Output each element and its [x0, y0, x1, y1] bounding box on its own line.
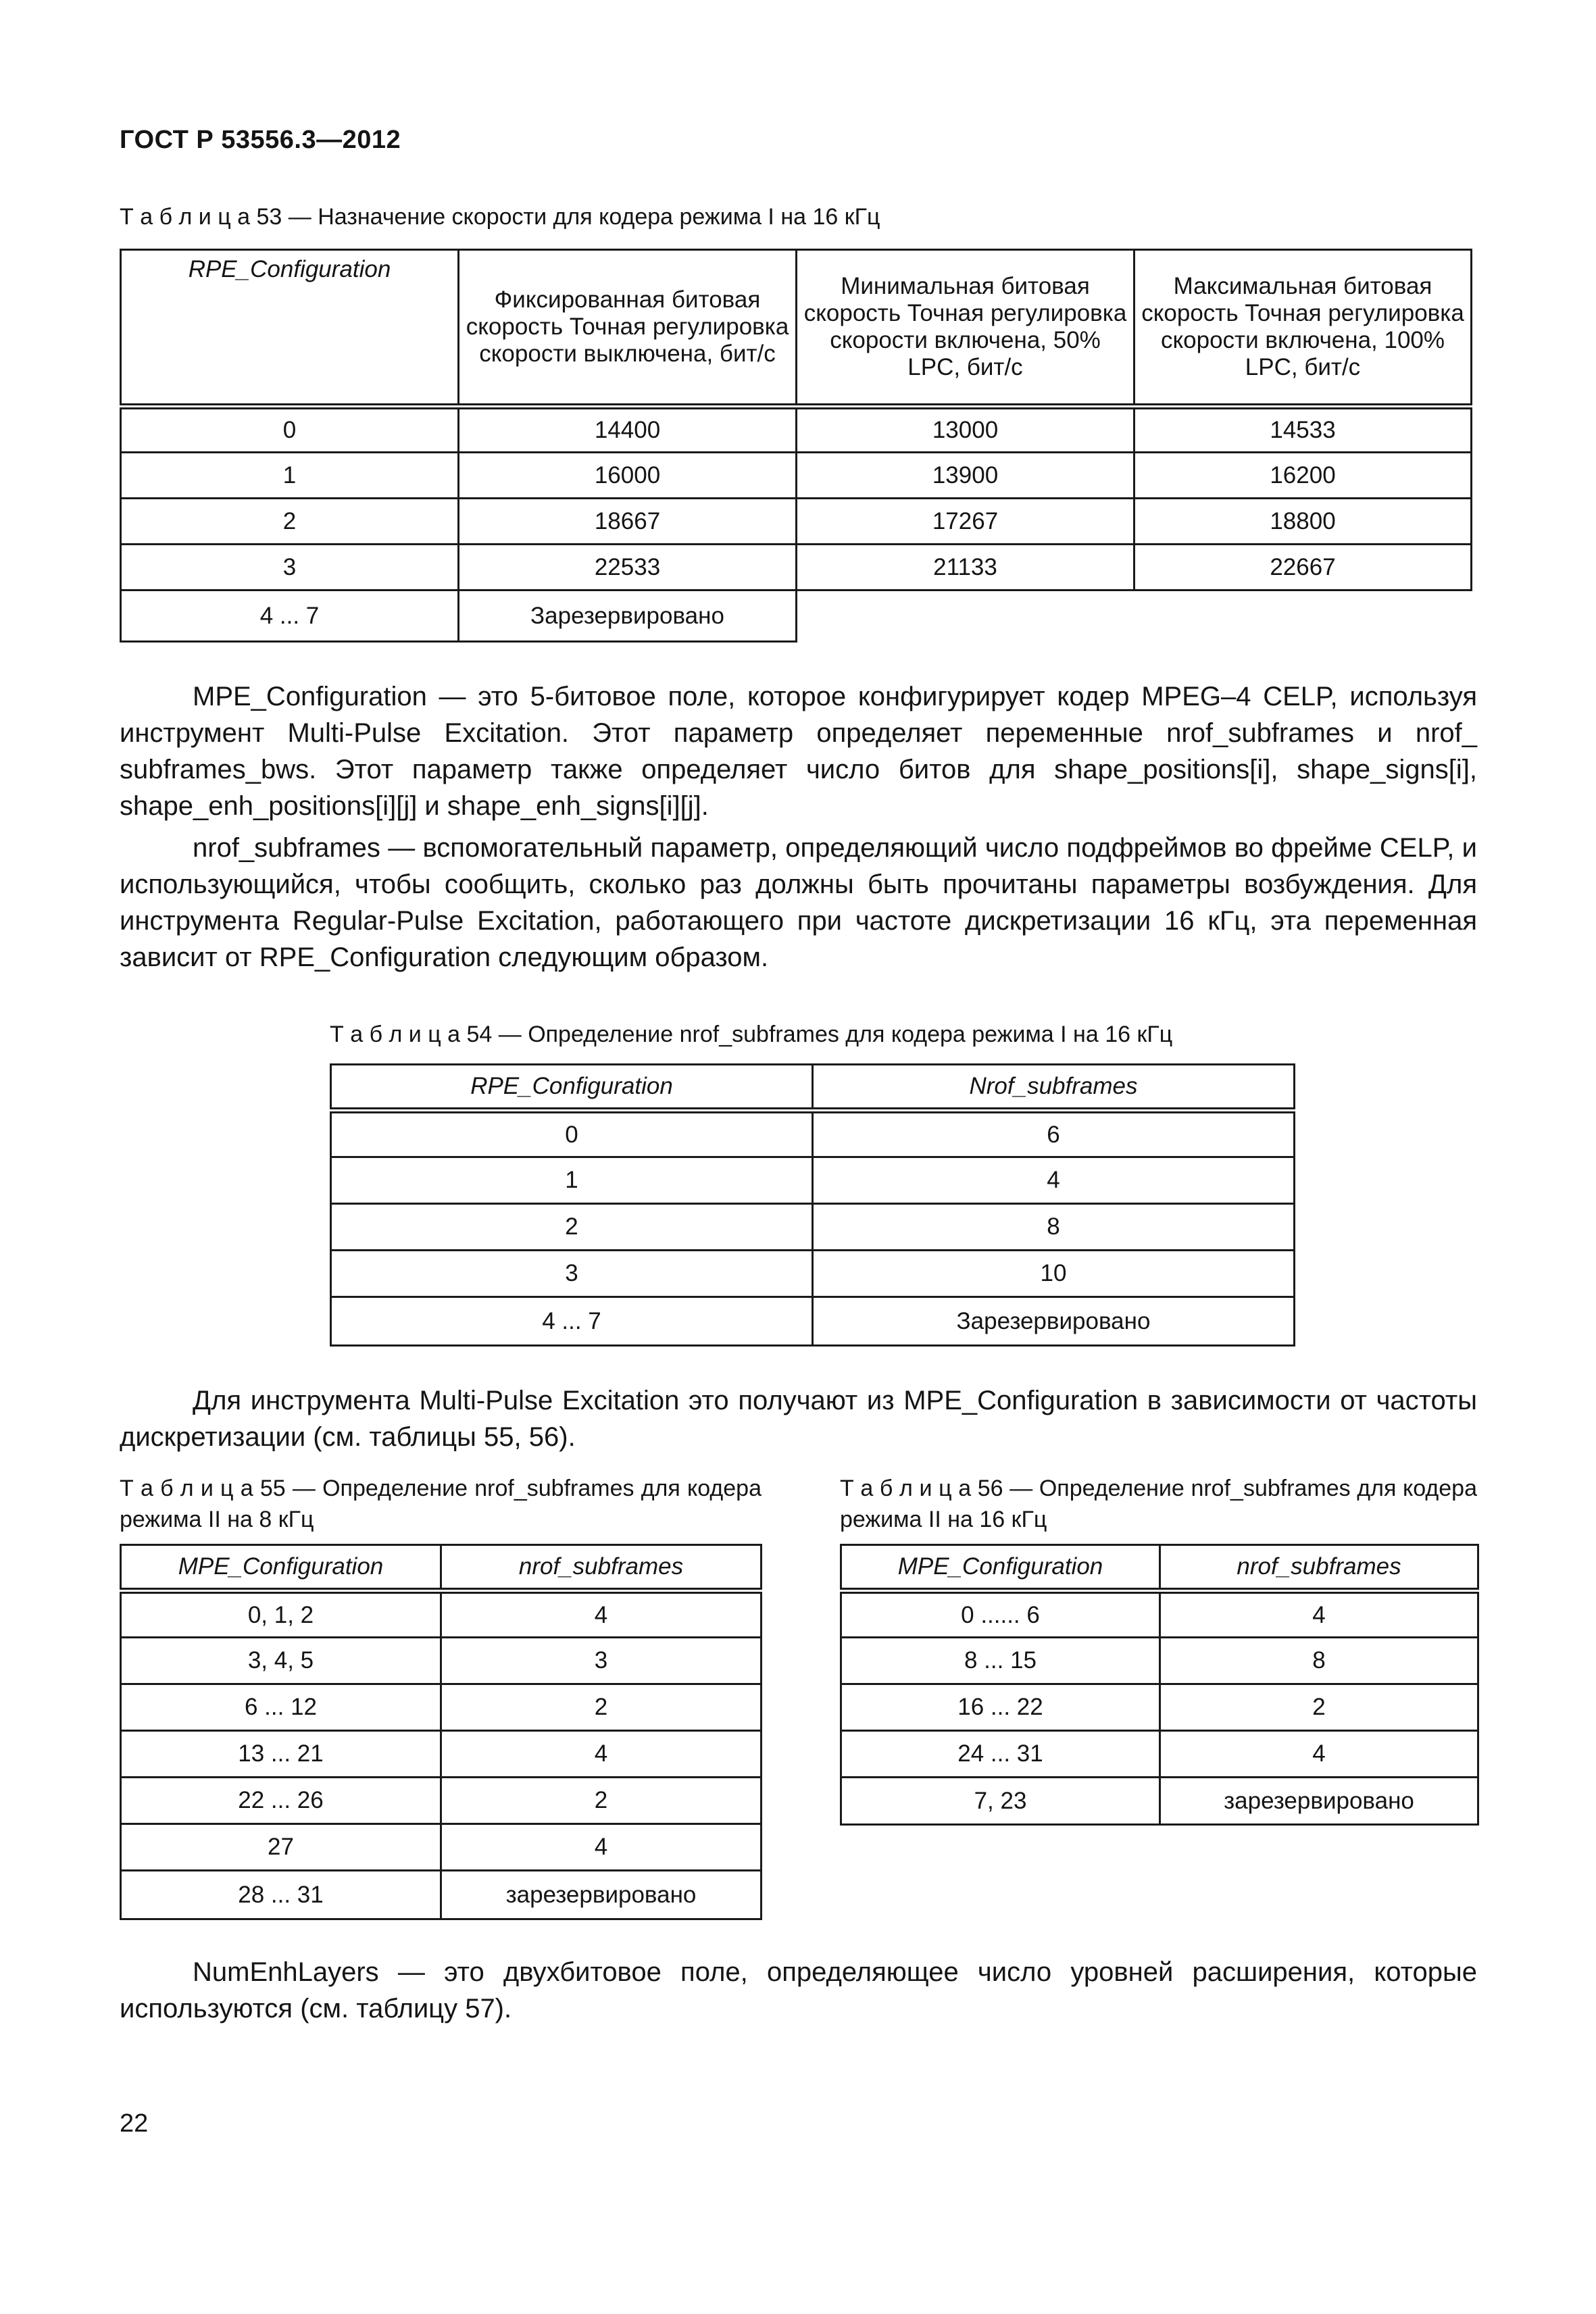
- header-cell: Минимальная битовая скорость Точная регулировка скорости включена, 50% LPC, бит/с: [797, 250, 1134, 407]
- table-cell: 24 ... 31: [841, 1731, 1160, 1778]
- table-cell: 4: [813, 1157, 1295, 1204]
- table-row: [331, 1111, 1295, 1157]
- table-row: [121, 1871, 762, 1919]
- table-cell: 2: [441, 1684, 762, 1731]
- header-cell: MPE_Configuration: [841, 1545, 1160, 1591]
- table-cell: 2: [331, 1204, 813, 1251]
- header-cell: nrof_subframes: [1160, 1545, 1478, 1591]
- page-number: 22: [120, 2109, 149, 2138]
- table-cell: 1: [331, 1157, 813, 1204]
- caption-prefix: Т а б л и ц а: [330, 1022, 461, 1047]
- caption-prefix: Т а б л и ц а: [120, 1476, 253, 1501]
- header-cell: MPE_Configuration: [121, 1545, 441, 1591]
- table-header-row: [121, 250, 1472, 407]
- table-row: [121, 1778, 762, 1824]
- caption-text: 54 — Определение nrof_subframes для кодера режима I на 16 кГц: [460, 1022, 1173, 1047]
- table54-caption: [330, 1019, 1172, 1050]
- table-cell: 3: [441, 1638, 762, 1684]
- table-cell: 4 ... 7: [121, 590, 459, 642]
- header-cell: Максимальная битовая скорость Точная регулировка скорости включена, 100% LPC, бит/с: [1134, 250, 1472, 407]
- table-cell: 16 ... 22: [841, 1684, 1160, 1731]
- table-cell: 4 ... 7: [331, 1297, 813, 1346]
- paragraph-nrof-subframes: nrof_subframes — вспомогательный параметр, определяющий число подфреймов во фрейме CELP, и использующийся, чтобы сообщить, сколько раз должны быть прочитаны параметры возбуждения. Для инструмента Regular-Pulse Excitation, работающего при частоте дискретизации 16 кГц, эта переменная зависит от RPE_Configuration следующим образом.: [120, 833, 1477, 972]
- paragraph-mpe-configuration: MPE_Configuration — это 5-битовое поле, которое конфигурирует кодер MPEG–4 CELP, используя инструмент Multi-Pulse Excitation. Этот параметр определяет переменные nrof_subframes и nrof_ subframes_bws. Этот параметр также определяет число битов для shape_positions[i], shape_signs[i], shape_enh_positions[i][j] и shape_enh_signs[i][j].: [120, 682, 1477, 821]
- table-cell: 13 ... 21: [121, 1731, 441, 1778]
- table-cell: 17267: [797, 499, 1134, 545]
- table-cell: 4: [1160, 1731, 1478, 1778]
- table-cell: зарезервировано: [441, 1871, 762, 1919]
- table-cell: 4: [441, 1731, 762, 1778]
- table-cell: Зарезервировано: [813, 1297, 1295, 1346]
- table-row: [121, 1591, 762, 1638]
- paragraph-num-enh-layers: NumEnhLayers — это двухбитовое поле, определяющее число уровней расширения, которые используются (см. таблицу 57).: [120, 1957, 1477, 2023]
- table-cell: 27: [121, 1824, 441, 1871]
- table53-caption: [120, 201, 880, 232]
- table-cell: 16000: [459, 453, 797, 499]
- empty-cell: [1134, 590, 1472, 642]
- table53: [120, 249, 1472, 643]
- table-cell: 22667: [1134, 545, 1472, 590]
- table-cell: 4: [441, 1591, 762, 1638]
- table-row: [121, 499, 1472, 545]
- header-cell: RPE_Configuration: [331, 1065, 813, 1111]
- table-cell: 3, 4, 5: [121, 1638, 441, 1684]
- table-cell: 8: [813, 1204, 1295, 1251]
- table-cell: 0: [331, 1111, 813, 1157]
- table-header-row: [841, 1545, 1478, 1591]
- table-cell: 10: [813, 1251, 1295, 1297]
- table-row: [121, 1824, 762, 1871]
- table-cell: 2: [121, 499, 459, 545]
- table-cell: 14533: [1134, 407, 1472, 453]
- table-row: [121, 1731, 762, 1778]
- table55: [120, 1544, 762, 1920]
- table56-caption: [840, 1473, 1477, 1535]
- table-cell: 0: [121, 407, 459, 453]
- table-cell: 28 ... 31: [121, 1871, 441, 1919]
- table-row: [331, 1251, 1295, 1297]
- empty-cell: [797, 590, 1134, 642]
- table-cell: 4: [1160, 1591, 1478, 1638]
- table-row: [841, 1684, 1478, 1731]
- header-cell: RPE_Configuration: [121, 250, 459, 407]
- caption-text: 53 — Назначение скорости для кодера режима I на 16 кГц: [250, 204, 880, 230]
- table-row: [841, 1778, 1478, 1825]
- table-cell: 8 ... 15: [841, 1638, 1160, 1684]
- table56: [840, 1544, 1479, 1826]
- table-cell: 4: [441, 1824, 762, 1871]
- table-cell: 0, 1, 2: [121, 1591, 441, 1638]
- table-row: [331, 1204, 1295, 1251]
- table-cell: 22 ... 26: [121, 1778, 441, 1824]
- table-row: [121, 590, 1472, 642]
- table-row: [841, 1638, 1478, 1684]
- header-cell: Фиксированная битовая скорость Точная регулировка скорости выключена, бит/с: [459, 250, 797, 407]
- table-cell: зарезервировано: [1160, 1778, 1478, 1825]
- caption-prefix: Т а б л и ц а: [120, 204, 251, 230]
- table-cell: 7, 23: [841, 1778, 1160, 1825]
- table-cell: 6 ... 12: [121, 1684, 441, 1731]
- table-cell: 21133: [797, 545, 1134, 590]
- table-header-row: [331, 1065, 1295, 1111]
- table-row: [121, 453, 1472, 499]
- paragraph-multi-pulse: Для инструмента Multi-Pulse Excitation это получают из MPE_Configuration в зависимости от частоты дискретизации (см. таблицы 55, 56).: [120, 1386, 1477, 1452]
- table-cell: 18667: [459, 499, 797, 545]
- table-cell: 8: [1160, 1638, 1478, 1684]
- table-row: [121, 1684, 762, 1731]
- table-row: [331, 1297, 1295, 1346]
- caption-text: 55 — Определение nrof_subframes для кодера режима II на 8 кГц: [120, 1476, 762, 1532]
- table-cell: 3: [331, 1251, 813, 1297]
- table54: [330, 1063, 1295, 1347]
- table-row: [841, 1731, 1478, 1778]
- table-cell: 3: [121, 545, 459, 590]
- table-cell: 18800: [1134, 499, 1472, 545]
- header-cell: nrof_subframes: [441, 1545, 762, 1591]
- table-cell: 22533: [459, 545, 797, 590]
- table-cell: 2: [1160, 1684, 1478, 1731]
- table-cell: 2: [441, 1778, 762, 1824]
- table-row: [121, 407, 1472, 453]
- table-cell: 14400: [459, 407, 797, 453]
- table55-caption: [120, 1473, 762, 1535]
- table-header-row: [121, 1545, 762, 1591]
- document-header: ГОСТ Р 53556.3—2012: [120, 126, 401, 154]
- caption-text: 56 — Определение nrof_subframes для кодера режима II на 16 кГц: [840, 1476, 1477, 1532]
- table-cell: 1: [121, 453, 459, 499]
- table-cell: 13000: [797, 407, 1134, 453]
- header-cell: Nrof_subframes: [813, 1065, 1295, 1111]
- table-cell: 6: [813, 1111, 1295, 1157]
- table-cell: 0 ...... 6: [841, 1591, 1160, 1638]
- table-row: [121, 545, 1472, 590]
- caption-prefix: Т а б л и ц а: [840, 1476, 972, 1501]
- table-cell: 16200: [1134, 453, 1472, 499]
- table-row: [331, 1157, 1295, 1204]
- table-cell: 13900: [797, 453, 1134, 499]
- table-row: [841, 1591, 1478, 1638]
- table-row: [121, 1638, 762, 1684]
- table-cell: Зарезервировано: [459, 590, 797, 642]
